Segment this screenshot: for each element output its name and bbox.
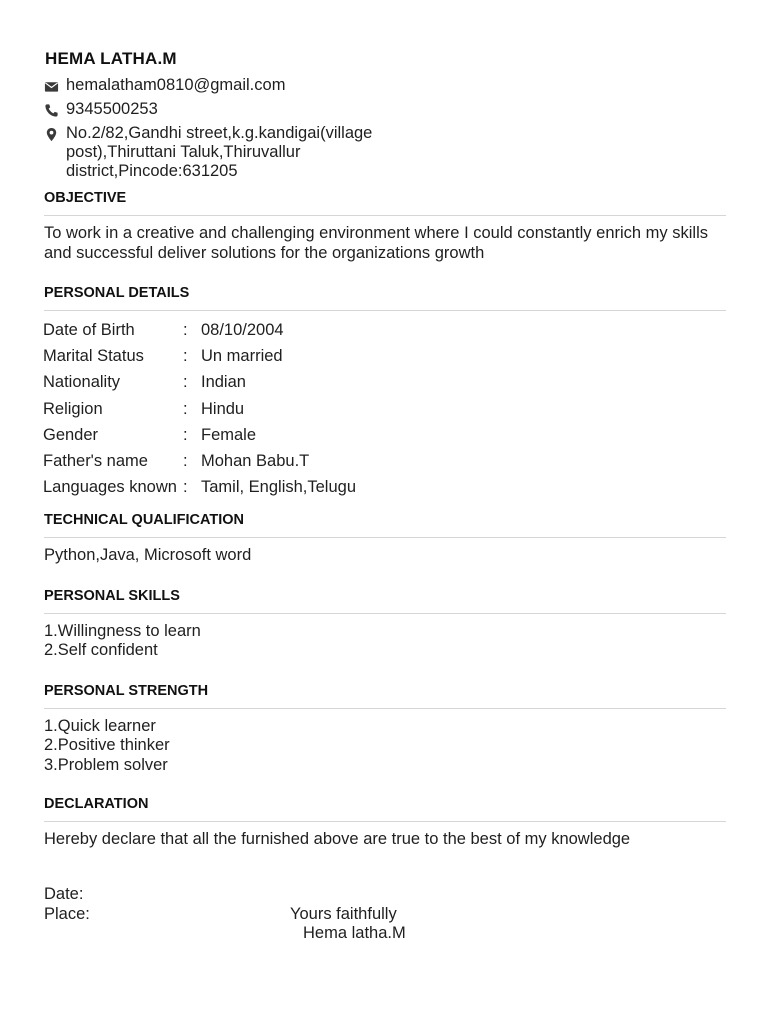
detail-row bbox=[43, 475, 356, 501]
signature-block bbox=[44, 885, 726, 942]
technical-section bbox=[44, 511, 726, 566]
email-row bbox=[44, 76, 726, 95]
detail-row bbox=[43, 422, 356, 448]
detail-value: 08/10/2004 bbox=[201, 320, 284, 339]
detail-separator: : bbox=[183, 452, 188, 471]
detail-value: Un married bbox=[201, 346, 283, 365]
personal-details-section bbox=[44, 284, 726, 501]
declaration-text: Hereby declare that all the furnished above are true to the best of my knowledge bbox=[44, 830, 631, 849]
technical-text: Python,Java, Microsoft word bbox=[44, 546, 252, 565]
detail-label: Nationality bbox=[43, 373, 121, 392]
phone-text: 9345500253 bbox=[66, 100, 158, 118]
personal-details-table bbox=[43, 317, 356, 501]
email-text: hemalatham0810@gmail.com bbox=[66, 76, 286, 94]
strength-heading: PERSONAL STRENGTH bbox=[44, 682, 726, 709]
objective-heading: OBJECTIVE bbox=[44, 189, 726, 216]
closing-text: Yours faithfully bbox=[290, 904, 397, 923]
detail-separator: : bbox=[183, 346, 188, 365]
objective-section bbox=[44, 189, 726, 263]
address-row bbox=[44, 124, 726, 181]
detail-separator: : bbox=[183, 373, 188, 392]
map-pin-icon bbox=[44, 127, 59, 142]
detail-separator: : bbox=[183, 425, 188, 444]
detail-label: Languages known bbox=[43, 478, 177, 497]
phone-row bbox=[44, 100, 726, 119]
signature-name: Hema latha.M bbox=[303, 924, 406, 942]
personal-details-heading: PERSONAL DETAILS bbox=[44, 284, 726, 311]
detail-separator: : bbox=[183, 320, 188, 339]
candidate-name: HEMA LATHA.M bbox=[45, 49, 177, 68]
detail-row bbox=[43, 370, 356, 396]
detail-row bbox=[43, 343, 356, 369]
detail-separator: : bbox=[183, 399, 188, 418]
detail-value: Tamil, English,Telugu bbox=[201, 478, 356, 497]
declaration-section bbox=[44, 795, 726, 850]
place-label: Place: bbox=[44, 904, 90, 923]
detail-value: Female bbox=[201, 425, 257, 444]
detail-label: Gender bbox=[43, 425, 99, 444]
date-row bbox=[44, 885, 726, 905]
strength-list: 1.Quick learner 2.Positive thinker 3.Problem solver bbox=[44, 716, 170, 774]
detail-label: Date of Birth bbox=[43, 320, 135, 339]
resume-page bbox=[44, 48, 726, 850]
place-row bbox=[44, 904, 726, 942]
detail-row bbox=[43, 448, 356, 474]
technical-heading: TECHNICAL QUALIFICATION bbox=[44, 511, 726, 538]
detail-separator: : bbox=[183, 478, 188, 497]
detail-label: Father's name bbox=[43, 452, 148, 471]
envelope-icon bbox=[44, 79, 59, 94]
phone-icon bbox=[44, 103, 59, 118]
detail-row bbox=[43, 317, 356, 343]
strength-section bbox=[44, 682, 726, 776]
detail-value: Hindu bbox=[201, 399, 245, 418]
declaration-heading: DECLARATION bbox=[44, 795, 726, 822]
skills-section bbox=[44, 587, 726, 661]
objective-text: To work in a creative and challenging environment where I could constantly enrich my skills and successful deliver solutions for the organizations growth bbox=[44, 224, 708, 262]
skills-heading: PERSONAL SKILLS bbox=[44, 587, 726, 614]
detail-label: Religion bbox=[43, 399, 103, 418]
detail-label: Marital Status bbox=[43, 346, 144, 365]
detail-value: Indian bbox=[201, 373, 246, 392]
skills-list: 1.Willingness to learn 2.Self confident bbox=[44, 621, 201, 660]
detail-value: Mohan Babu.T bbox=[201, 452, 310, 471]
date-label: Date: bbox=[44, 885, 84, 903]
address-text: No.2/82,Gandhi street,k.g.kandigai(village post),Thiruttani Taluk,Thiruvallur district,Pincode:631205 bbox=[66, 124, 373, 180]
detail-row bbox=[43, 396, 356, 422]
